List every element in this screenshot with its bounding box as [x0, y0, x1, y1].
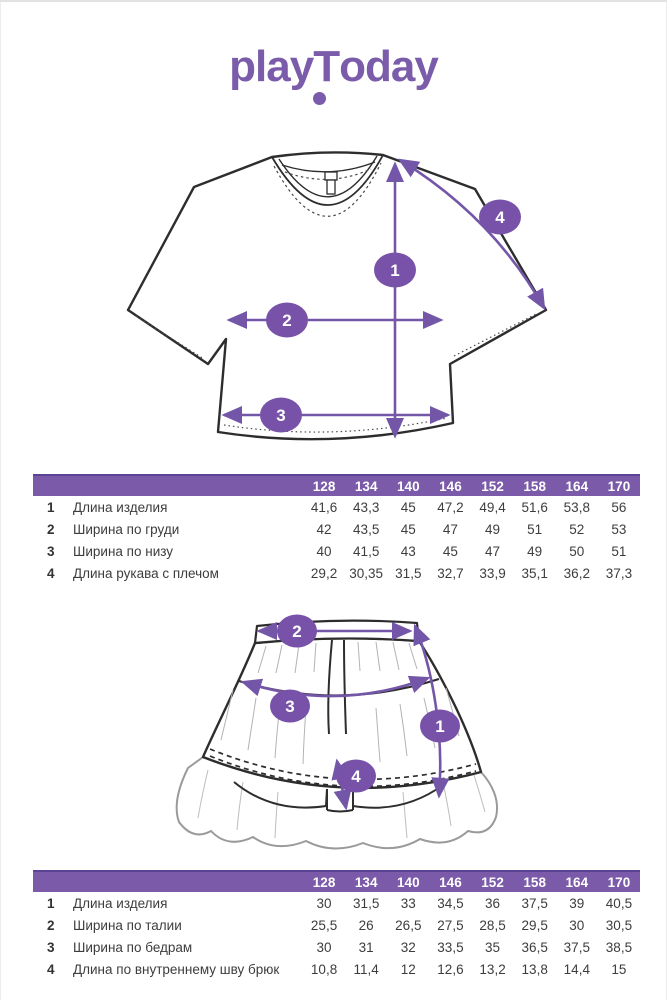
- svg-text:2: 2: [282, 311, 292, 330]
- measure-value: 30: [316, 939, 332, 955]
- neck-label-tag-body: [327, 180, 335, 194]
- measure-value: 14,4: [563, 961, 590, 977]
- measure-row: [33, 496, 640, 518]
- svg-text:1: 1: [390, 261, 400, 280]
- row-number: 2: [47, 917, 55, 933]
- measure-value: 33,5: [437, 939, 464, 955]
- measure-badge-2: [277, 615, 317, 648]
- measure-label: Ширина по талии: [73, 917, 182, 933]
- measure-value: 47,2: [437, 499, 464, 515]
- size-col-header: 164: [565, 874, 589, 890]
- measure-value: 37,5: [521, 895, 548, 911]
- measure-value: 26,5: [395, 917, 422, 933]
- size-col-header: 128: [312, 478, 336, 494]
- measure-value: 50: [569, 543, 585, 559]
- measure-value: 30,35: [349, 565, 384, 581]
- row-number: 4: [47, 565, 55, 581]
- measure-label: Ширина по груди: [73, 521, 180, 537]
- svg-text:1: 1: [435, 717, 445, 736]
- brand-logo: [0, 42, 667, 92]
- logo-dot-icon: [313, 92, 326, 105]
- measure-value: 40: [316, 543, 332, 559]
- measure-value: 30: [569, 917, 585, 933]
- size-col-header: 140: [397, 874, 420, 890]
- svg-text:4: 4: [351, 767, 361, 786]
- measure-value: 43,3: [353, 499, 380, 515]
- measure-label: Длина изделия: [73, 895, 168, 911]
- tshirt-measurement-diagram: [98, 132, 572, 462]
- measure-value: 53,8: [563, 499, 590, 515]
- size-header-row: [33, 870, 640, 892]
- logo-text-t: T: [313, 42, 339, 92]
- size-col-header: 146: [439, 874, 462, 890]
- measure-value: 12,6: [437, 961, 464, 977]
- measure-value: 37,3: [605, 565, 633, 581]
- measure-value: 13,2: [479, 961, 506, 977]
- size-col-header: 170: [607, 874, 631, 890]
- measure-value: 35: [485, 939, 501, 955]
- measure-value: 10,8: [310, 961, 338, 977]
- measure-value: 28,5: [479, 917, 506, 933]
- measure-value: 33,9: [479, 565, 506, 581]
- measure-value: 32: [400, 939, 416, 955]
- measure-value: 36,5: [521, 939, 548, 955]
- measure-value: 38,5: [605, 939, 633, 955]
- measure-value: 42: [316, 521, 332, 537]
- measure-row: [33, 540, 640, 562]
- size-col-header: 128: [312, 874, 336, 890]
- measure-badge-1: [420, 710, 460, 743]
- measure-value: 49: [527, 543, 543, 559]
- measure-value: 31,5: [353, 895, 380, 911]
- measure-value: 45: [400, 499, 416, 515]
- svg-text:3: 3: [276, 406, 286, 425]
- measure-value: 32,7: [437, 565, 464, 581]
- row-number: 1: [47, 499, 55, 515]
- measure-value: 52: [569, 521, 585, 537]
- row-number: 4: [47, 961, 55, 977]
- measure-value: 56: [611, 499, 627, 515]
- measure-badge-3: [260, 398, 302, 433]
- measure-value: 12: [400, 961, 416, 977]
- measure-value: 30: [316, 895, 332, 911]
- measure-value: 34,5: [437, 895, 464, 911]
- measure-row: [33, 562, 640, 584]
- measure-value: 29,5: [521, 917, 548, 933]
- size-col-header: 134: [354, 874, 378, 890]
- measure-row: [33, 914, 640, 936]
- measure-label: Ширина по низу: [73, 543, 174, 559]
- measure-value: 51: [611, 543, 627, 559]
- measure-value: 35,1: [521, 565, 548, 581]
- measure-value: 26: [358, 917, 374, 933]
- logo-text-oday: oday: [339, 42, 438, 91]
- measure-value: 39: [569, 895, 585, 911]
- row-number: 3: [47, 543, 55, 559]
- measure-row: [33, 936, 640, 958]
- measure-value: 13,8: [521, 961, 548, 977]
- size-col-header: 152: [481, 874, 504, 890]
- size-col-header: 152: [481, 478, 504, 494]
- size-col-header: 164: [565, 478, 589, 494]
- neck-label-tag: [325, 172, 337, 180]
- measure-value: 27,5: [437, 917, 464, 933]
- size-col-header: 158: [523, 478, 546, 494]
- measure-label: Длина изделия: [73, 499, 168, 515]
- tshirt-size-table: [33, 474, 640, 584]
- measure-value: 36: [485, 895, 501, 911]
- skirt-measurement-diagram: [148, 610, 532, 860]
- svg-text:3: 3: [285, 697, 295, 716]
- measure-value: 45: [442, 543, 458, 559]
- measure-value: 37,5: [563, 939, 590, 955]
- measure-value: 15: [611, 961, 627, 977]
- measure-label: Ширина по бедрам: [73, 939, 193, 955]
- measure-badge-3: [270, 690, 310, 723]
- row-number: 1: [47, 895, 55, 911]
- measure-value: 11,4: [353, 961, 379, 977]
- measure-value: 36,2: [563, 565, 590, 581]
- measure-value: 29,2: [310, 565, 338, 581]
- size-col-header: 170: [607, 478, 631, 494]
- measure-value: 47: [485, 543, 501, 559]
- measure-value: 30,5: [605, 917, 633, 933]
- measure-badge-2: [266, 303, 308, 338]
- measure-value: 31: [358, 939, 374, 955]
- size-col-header: 146: [439, 478, 462, 494]
- measure-label: Длина рукава с плечом: [73, 565, 219, 581]
- size-col-header: 158: [523, 874, 546, 890]
- measure-value: 43: [400, 543, 416, 559]
- measure-value: 41,6: [310, 499, 338, 515]
- measure-value: 25,5: [310, 917, 338, 933]
- svg-text:4: 4: [495, 208, 505, 227]
- row-number: 3: [47, 939, 55, 955]
- skirt-size-table: [33, 870, 640, 980]
- measure-value: 51,6: [521, 499, 548, 515]
- measure-value: 43,5: [353, 521, 380, 537]
- measure-badge-1: [374, 253, 416, 288]
- measure-badge-4: [336, 760, 376, 793]
- measure-value: 47: [442, 521, 458, 537]
- measure-value: 31,5: [395, 565, 422, 581]
- measure-value: 33: [400, 895, 416, 911]
- measure-value: 45: [400, 521, 416, 537]
- measure-value: 49: [485, 521, 501, 537]
- measure-value: 49,4: [479, 499, 506, 515]
- measure-label: Длина по внутреннему шву брюк: [73, 961, 280, 977]
- row-number: 2: [47, 521, 55, 537]
- measure-badge-4: [479, 200, 521, 235]
- logo-text-play: play: [229, 42, 314, 91]
- size-col-header: 134: [354, 478, 378, 494]
- svg-text:2: 2: [292, 622, 302, 641]
- measure-value: 40,5: [605, 895, 633, 911]
- measure-row: [33, 958, 640, 980]
- size-header-row: [33, 474, 640, 496]
- measure-row: [33, 518, 640, 540]
- size-col-header: 140: [397, 478, 420, 494]
- measure-row: [33, 892, 640, 914]
- measure-value: 53: [611, 521, 627, 537]
- measure-value: 51: [527, 521, 543, 537]
- measure-value: 41,5: [353, 543, 380, 559]
